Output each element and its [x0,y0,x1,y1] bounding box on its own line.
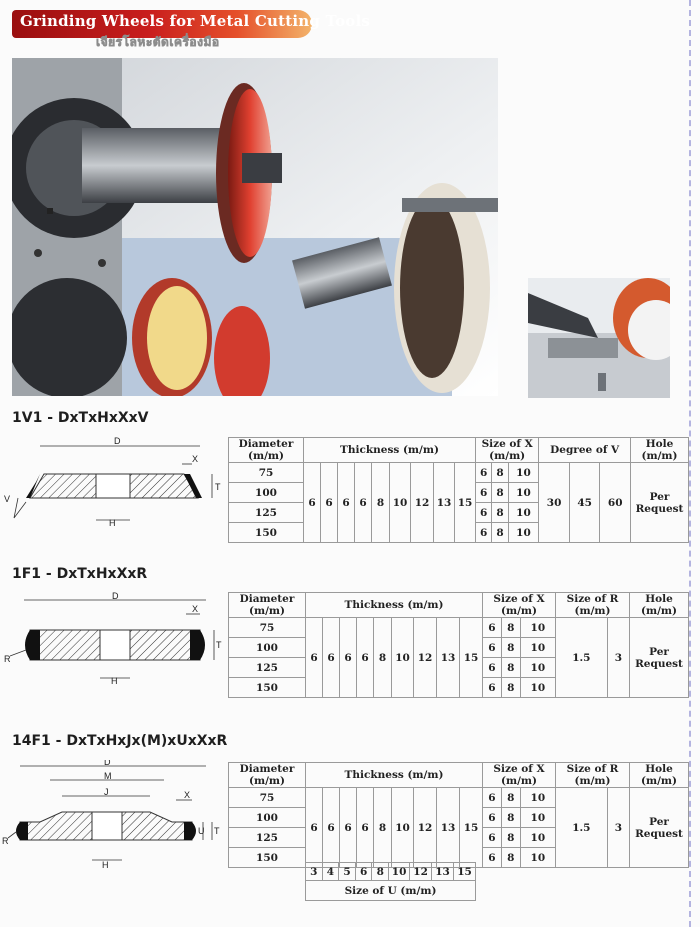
header-diameter: Diameter (m/m) [229,763,306,788]
cell-thickness: 6 [355,463,372,543]
drawing-1f1 [0,592,230,692]
cell-diameter: 125 [229,503,304,523]
cell-x: 10 [520,618,555,638]
cell-thickness: 12 [414,788,437,868]
cell-x: 10 [520,788,555,808]
header-diameter: Diameter (m/m) [229,593,306,618]
dim-label-j: J [104,787,109,797]
section-title-1f1: 1F1 - DxTxHxXxR [12,566,148,582]
cell-diameter: 75 [229,463,304,483]
dim-label-x: X [192,454,199,464]
cell-x: 10 [508,503,539,523]
cell-thickness: 15 [460,618,483,698]
cell-diameter: 125 [229,658,306,678]
cell-x: 8 [492,523,508,543]
cell-thickness: 13 [437,788,460,868]
cell-x: 6 [483,848,502,868]
header-thickness: Thickness (m/m) [306,763,483,788]
cell-u: 6 [355,863,372,881]
cell-diameter: 100 [229,638,306,658]
cell-degree: 60 [600,463,631,543]
cell-thickness: 6 [340,788,357,868]
cell-thickness: 12 [411,463,434,543]
cell-thickness: 6 [357,618,374,698]
u-size-table [305,862,476,901]
dim-label-t: T [215,482,221,492]
header-size-r: Size of R (m/m) [556,593,630,618]
dim-label-r: R [4,654,11,664]
cell-x: 10 [520,808,555,828]
dim-label-x: X [184,790,191,800]
cell-x: 8 [501,658,520,678]
cell-x: 8 [492,503,508,523]
cell-thickness: 13 [437,618,460,698]
dim-label-t: T [214,826,220,836]
header-hole: Hole (m/m) [630,593,689,618]
cell-x: 10 [520,658,555,678]
cell-x: 6 [476,483,492,503]
dim-label-x: X [192,604,199,614]
header-size-r: Size of R (m/m) [556,763,630,788]
cell-r: 1.5 [556,618,608,698]
cell-diameter: 150 [229,523,304,543]
cell-diameter: 75 [229,788,306,808]
cell-thickness: 8 [372,463,390,543]
cell-x: 6 [483,618,502,638]
header-size-x: Size of X (m/m) [483,593,556,618]
header-diameter: Diameter (m/m) [229,438,304,463]
cell-degree: 45 [569,463,600,543]
drawing-1v1 [0,436,230,536]
header-degree-v: Degree of V [539,438,631,463]
main-photo-grinding-machine [12,58,498,396]
cell-u: 13 [432,863,454,881]
cell-hole: Per Request [630,618,689,698]
cell-u: 8 [372,863,389,881]
cell-diameter: 125 [229,828,306,848]
cell-thickness: 13 [434,463,455,543]
dim-label-r: R [2,836,9,846]
cell-x: 6 [483,788,502,808]
cell-x: 10 [520,638,555,658]
cell-u: 4 [322,863,339,881]
cell-x: 8 [501,678,520,698]
cell-diameter: 100 [229,808,306,828]
header-size-x: Size of X (m/m) [476,438,539,463]
cell-thickness: 12 [414,618,437,698]
cell-thickness: 15 [460,788,483,868]
cell-x: 8 [492,483,508,503]
cell-x: 8 [492,463,508,483]
dim-label-d: D [104,760,111,767]
dim-label-h: H [109,518,116,528]
cell-thickness: 10 [390,463,411,543]
cell-thickness: 10 [392,788,414,868]
inset-photo-grinding [528,278,670,398]
cell-r: 3 [607,788,629,868]
header-hole: Hole (m/m) [631,438,689,463]
page-subtitle-thai: เจียรโลหะตัดเครื่องมือ [96,35,220,49]
dim-label-h: H [111,676,118,686]
cell-x: 6 [483,678,502,698]
cell-thickness: 6 [323,618,340,698]
cell-thickness: 10 [392,618,414,698]
cell-u: 12 [410,863,432,881]
dim-label-d: D [114,436,121,446]
drawing-14f1 [0,760,230,875]
section-title-1v1: 1V1 - DxTxHxXxV [12,410,149,426]
cell-u: 10 [389,863,410,881]
header-hole: Hole (m/m) [630,763,689,788]
cell-thickness: 15 [455,463,476,543]
cell-diameter: 75 [229,618,306,638]
cell-thickness: 6 [321,463,338,543]
cell-x: 8 [501,848,520,868]
cell-x: 10 [520,678,555,698]
cell-thickness: 6 [340,618,357,698]
cell-x: 8 [501,618,520,638]
cell-thickness: 6 [304,463,321,543]
dim-label-d: D [112,592,119,601]
page-title: Grinding Wheels for Metal Cutting Tools [20,12,371,30]
cell-degree: 30 [539,463,570,543]
cell-diameter: 150 [229,848,306,868]
cell-x: 6 [476,503,492,523]
margin-rule [689,0,691,927]
cell-x: 6 [483,638,502,658]
cell-x: 10 [520,828,555,848]
cell-x: 10 [508,523,539,543]
cell-u: 3 [306,863,323,881]
cell-x: 6 [476,523,492,543]
cell-x: 6 [476,463,492,483]
cell-x: 8 [501,788,520,808]
dim-label-t: T [216,640,222,650]
cell-x: 6 [483,658,502,678]
cell-x: 6 [483,828,502,848]
header-size-x: Size of X (m/m) [483,763,556,788]
cell-thickness: 6 [306,788,323,868]
cell-x: 8 [501,638,520,658]
cell-x: 8 [501,828,520,848]
dim-label-m: M [104,771,112,781]
cell-thickness: 8 [374,618,392,698]
cell-diameter: 150 [229,678,306,698]
cell-x: 10 [520,848,555,868]
u-size-label: Size of U (m/m) [306,881,476,901]
section-title-14f1: 14F1 - DxTxHxJx(M)xUxXxR [12,733,228,749]
dim-label-h: H [102,860,109,870]
cell-thickness: 6 [323,788,340,868]
cell-diameter: 100 [229,483,304,503]
spec-table-1v1 [228,437,689,543]
cell-hole: Per Request [631,463,689,543]
cell-hole: Per Request [630,788,689,868]
cell-thickness: 8 [374,788,392,868]
dim-label-u: U [198,826,205,836]
cell-x: 10 [508,463,539,483]
spec-table-1f1 [228,592,689,698]
cell-x: 10 [508,483,539,503]
cell-thickness: 6 [357,788,374,868]
cell-thickness: 6 [338,463,355,543]
cell-x: 8 [501,808,520,828]
cell-r: 3 [607,618,629,698]
cell-u: 15 [454,863,476,881]
spec-table-14f1 [228,762,689,868]
cell-u: 5 [339,863,356,881]
cell-r: 1.5 [556,788,608,868]
dim-label-v: V [4,494,11,504]
cell-thickness: 6 [306,618,323,698]
cell-x: 6 [483,808,502,828]
header-thickness: Thickness (m/m) [304,438,476,463]
header-thickness: Thickness (m/m) [306,593,483,618]
